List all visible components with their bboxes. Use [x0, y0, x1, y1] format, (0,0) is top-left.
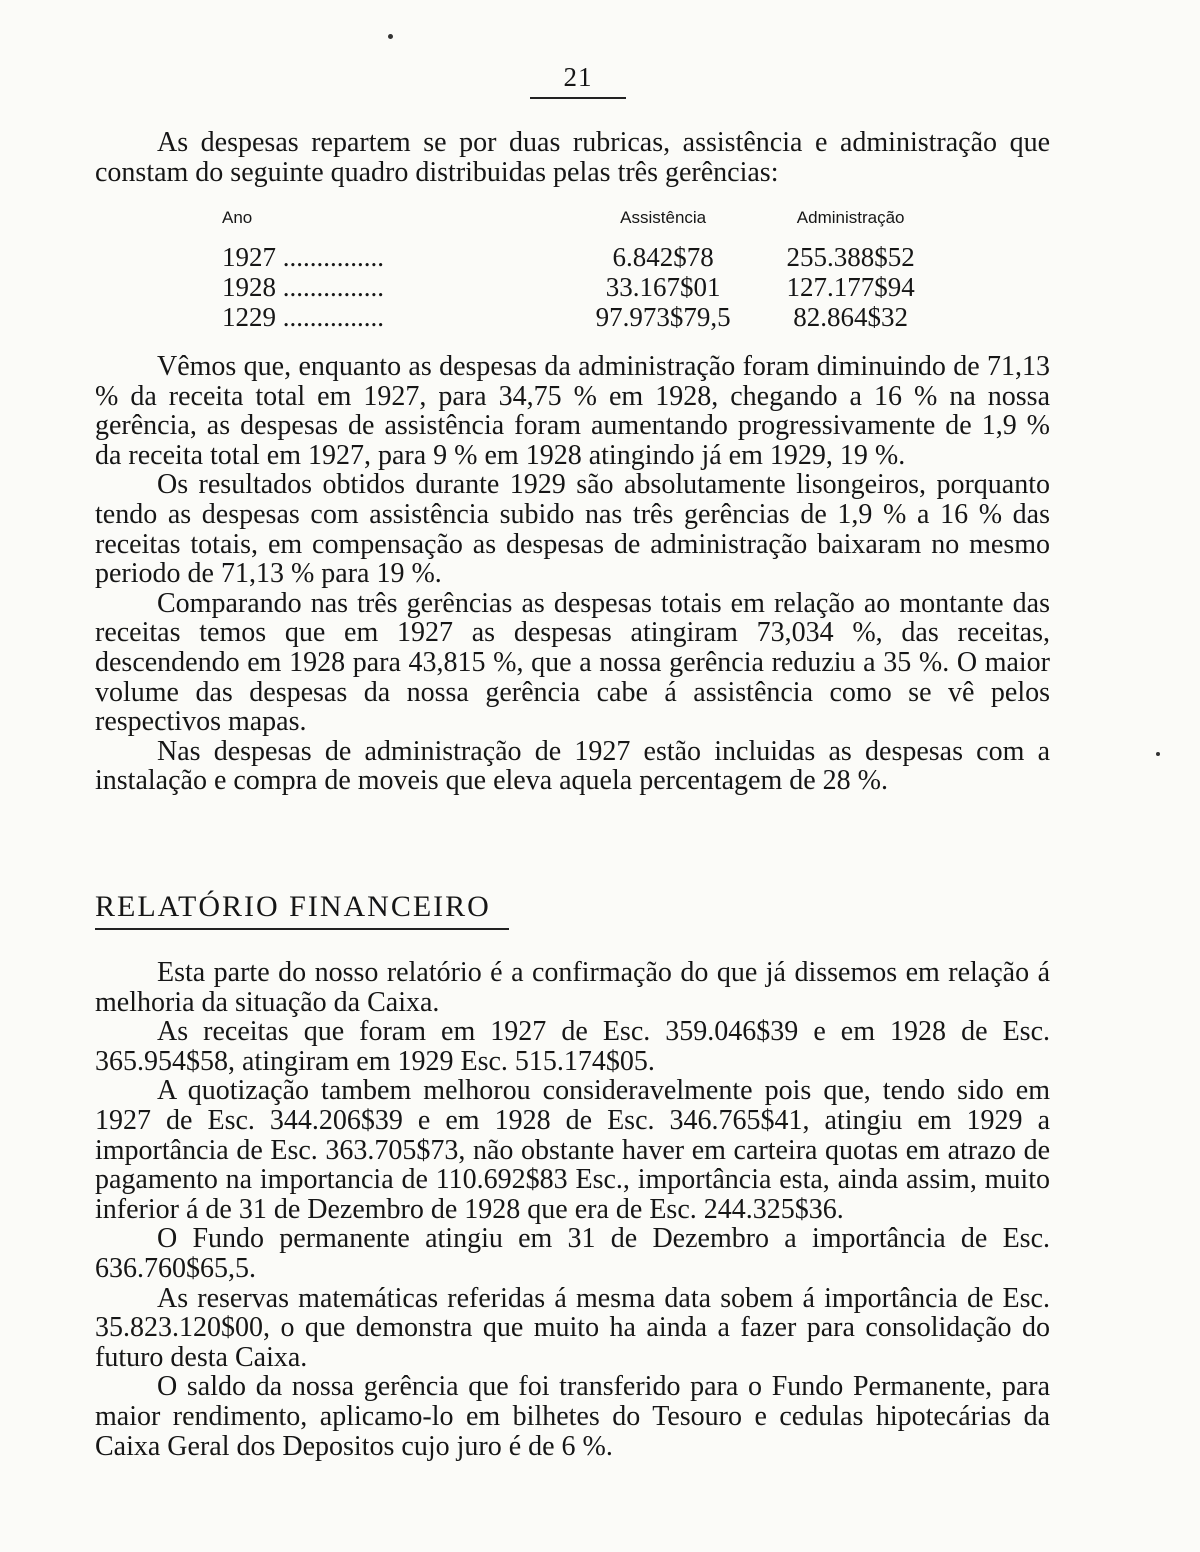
- body-paragraph: A quotização tambem melhorou consideravelmente pois que, tendo sido em 1927 de Esc. 344.206$39 e em 1928 de Esc. 346.765$41, atingiu em 1929 a importância de Esc. 363.705$73, não obstante haver em carteira quotas em atrazo de pagamento na importancia de 110.692$83 Esc., importância esta, ainda assim, muito inferior á de 31 de Dezembro de 1928 que era de Esc. 244.325$36.: [95, 1075, 1050, 1225]
- administracao-value: 82.864$32: [793, 302, 909, 332]
- body-paragraph: Vêmos que, enquanto as despesas da administração foram diminuindo de 71,13 % da receita total em 1927, para 34,75 % em 1928, chegando a 16 % na nossa gerência, as despesas de assistência foram aumentando progressivamente de 1,9 % da receita total em 1927, para 9 % em 1928 atingindo já em 1929, 19 %.: [95, 351, 1050, 471]
- body-paragraph: Comparando nas três gerências as despesas totais em relação ao montante das receitas temos que em 1927 as despesas atingiram 73,034 %, das receitas, descendendo em 1928 para 43,815 %, que a nossa gerência reduziu a 35 %. O maior volume das despesas da nossa gerência cabe á assistência como se vê pelos respectivos mapas.: [95, 587, 1050, 738]
- table-row: [222, 272, 942, 302]
- scan-speck: [388, 34, 393, 39]
- body-paragraph: Esta parte do nosso relatório é a confirmação do que já dissemos em relação á melhoria da situação da Caixa.: [95, 957, 1050, 1018]
- body-paragraph: Nas despesas de administração de 1927 estão incluidas as despesas com a instalação e compra de moveis que eleva aquela percentagem de 28 %.: [95, 735, 1050, 797]
- dot-leader: ...............: [282, 302, 384, 332]
- header-administracao: Administração: [796, 208, 905, 227]
- year-cell: [222, 272, 567, 302]
- administracao-value: 255.388$52: [786, 242, 915, 272]
- year-value: 1928: [222, 272, 276, 302]
- financial-report-section: [95, 958, 1050, 1461]
- intro-paragraph: As despesas repartem se por duas rubricas, assistência e administração que constam do seguinte quadro distribuidas pelas três gerências:: [95, 127, 1050, 188]
- table-row: [222, 302, 942, 332]
- header-assistencia: Assistência: [620, 208, 707, 227]
- year-value: 1927: [222, 242, 276, 272]
- body-paragraph: O saldo da nossa gerência que foi transferido para o Fundo Permanente, para maior rendimento, aplicamo-lo em bilhetes do Tesouro e cedulas hipotecárias da Caixa Geral dos Depositos cujo juro é de 6 %.: [95, 1371, 1050, 1462]
- assistencia-value: 97.973$79,5: [595, 302, 731, 332]
- section-heading: RELATÓRIO FINANCEIRO: [95, 890, 509, 930]
- dot-leader: ...............: [282, 242, 384, 272]
- assistencia-value: 6.842$78: [612, 242, 714, 272]
- year-value: 1229: [222, 302, 276, 332]
- scan-speck: [1156, 752, 1160, 756]
- table-row: [222, 242, 942, 272]
- expenses-table: [222, 208, 942, 332]
- year-cell: [222, 242, 567, 272]
- assistencia-value: 33.167$01: [605, 272, 721, 302]
- analysis-section: [95, 352, 1050, 796]
- page-number: 21: [530, 62, 626, 99]
- administracao-value: 127.177$94: [786, 272, 915, 302]
- header-year: Ano: [222, 208, 253, 227]
- table-header-row: [222, 208, 942, 242]
- dot-leader: ...............: [282, 272, 384, 302]
- year-cell: [222, 302, 567, 332]
- intro-paragraph-block: [95, 128, 1050, 187]
- body-paragraph: Os resultados obtidos durante 1929 são absolutamente lisongeiros, porquanto tendo as despesas com assistência subido nas três gerências de 1,9 % a 16 % das receitas totais, em compensação as despesas de administração baixaram no mesmo periodo de 71,13 % para 19 %.: [95, 469, 1050, 590]
- body-paragraph: O Fundo permanente atingiu em 31 de Dezembro a importância de Esc. 636.760$65,5.: [95, 1223, 1050, 1284]
- body-paragraph: As receitas que foram em 1927 de Esc. 359.046$39 e em 1928 de Esc. 365.954$58, atingiram em 1929 Esc. 515.174$05.: [95, 1016, 1050, 1077]
- body-paragraph: As reservas matemáticas referidas á mesma data sobem á importância de Esc. 35.823.120$00, o que demonstra que muito ha ainda a fazer para consolidação do futuro desta Caixa.: [95, 1282, 1050, 1373]
